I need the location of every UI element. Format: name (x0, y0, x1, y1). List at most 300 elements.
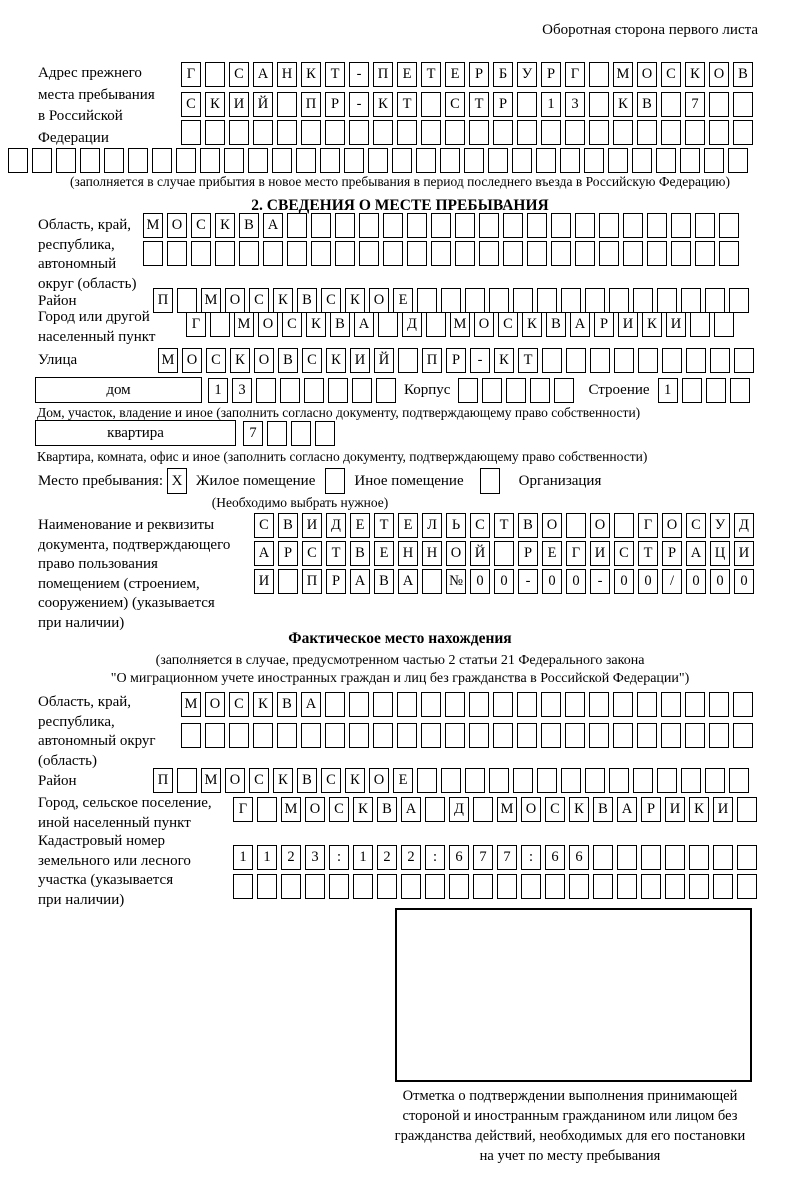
char-cell[interactable] (512, 148, 532, 173)
char-cell[interactable] (497, 874, 517, 899)
char-cell[interactable]: М (497, 797, 517, 822)
char-cell[interactable] (541, 120, 561, 145)
char-cell[interactable]: И (618, 312, 638, 337)
char-cell[interactable] (392, 148, 412, 173)
char-cell[interactable] (681, 288, 701, 313)
char-cell[interactable] (527, 241, 547, 266)
char-cell[interactable] (681, 768, 701, 793)
char-cell[interactable] (685, 692, 705, 717)
korpus-cells[interactable] (458, 378, 578, 403)
char-cell[interactable] (705, 768, 725, 793)
char-cell[interactable] (517, 120, 537, 145)
char-cell[interactable] (401, 874, 421, 899)
char-cell[interactable] (584, 148, 604, 173)
char-cell[interactable]: Т (494, 513, 514, 538)
char-cell[interactable]: С (498, 312, 518, 337)
char-cell[interactable]: Р (446, 348, 466, 373)
char-cell[interactable] (719, 241, 739, 266)
char-cell[interactable] (599, 241, 619, 266)
char-cell[interactable]: В (637, 92, 657, 117)
char-cell[interactable] (378, 312, 398, 337)
char-cell[interactable] (104, 148, 124, 173)
char-cell[interactable] (689, 845, 709, 870)
char-cell[interactable]: К (642, 312, 662, 337)
char-cell[interactable]: К (253, 692, 273, 717)
char-cell[interactable] (465, 768, 485, 793)
char-cell[interactable]: 3 (565, 92, 585, 117)
char-cell[interactable] (383, 241, 403, 266)
char-cell[interactable] (373, 692, 393, 717)
char-cell[interactable]: Л (422, 513, 442, 538)
char-cell[interactable] (489, 288, 509, 313)
char-cell[interactable] (281, 874, 301, 899)
char-cell[interactable]: Т (374, 513, 394, 538)
char-cell[interactable]: О (167, 213, 187, 238)
char-cell[interactable]: А (401, 797, 421, 822)
char-cell[interactable] (569, 874, 589, 899)
char-cell[interactable]: Г (186, 312, 206, 337)
char-cell[interactable] (633, 288, 653, 313)
char-cell[interactable] (561, 288, 581, 313)
char-cell[interactable] (315, 421, 335, 446)
char-cell[interactable] (278, 569, 298, 594)
char-cell[interactable] (585, 288, 605, 313)
char-cell[interactable] (686, 348, 706, 373)
char-cell[interactable]: Й (470, 541, 490, 566)
char-cell[interactable] (730, 378, 750, 403)
fact-raion-row[interactable] (153, 768, 753, 793)
char-cell[interactable]: Р (469, 62, 489, 87)
char-cell[interactable] (641, 874, 661, 899)
char-cell[interactable] (304, 378, 324, 403)
char-cell[interactable] (205, 120, 225, 145)
char-cell[interactable] (167, 241, 187, 266)
char-cell[interactable] (657, 768, 677, 793)
char-cell[interactable] (665, 845, 685, 870)
raion-row[interactable] (153, 288, 753, 313)
char-cell[interactable] (253, 723, 273, 748)
char-cell[interactable]: 1 (257, 845, 277, 870)
char-cell[interactable]: 2 (401, 845, 421, 870)
char-cell[interactable]: Д (734, 513, 754, 538)
char-cell[interactable]: К (301, 62, 321, 87)
char-cell[interactable] (506, 378, 526, 403)
char-cell[interactable]: Д (326, 513, 346, 538)
prev-address-row-2[interactable] (181, 92, 757, 117)
char-cell[interactable] (479, 213, 499, 238)
char-cell[interactable] (566, 513, 586, 538)
char-cell[interactable] (80, 148, 100, 173)
char-cell[interactable]: Й (374, 348, 394, 373)
char-cell[interactable] (565, 120, 585, 145)
char-cell[interactable] (713, 874, 733, 899)
char-cell[interactable] (661, 120, 681, 145)
char-cell[interactable]: А (253, 62, 273, 87)
char-cell[interactable] (690, 312, 710, 337)
char-cell[interactable] (426, 312, 446, 337)
char-cell[interactable]: Е (393, 288, 413, 313)
char-cell[interactable] (661, 692, 681, 717)
char-cell[interactable]: Е (445, 62, 465, 87)
char-cell[interactable] (729, 288, 749, 313)
char-cell[interactable]: М (143, 213, 163, 238)
char-cell[interactable] (641, 845, 661, 870)
char-cell[interactable] (623, 241, 643, 266)
char-cell[interactable]: Г (181, 62, 201, 87)
char-cell[interactable] (239, 241, 259, 266)
char-cell[interactable] (647, 241, 667, 266)
char-cell[interactable] (373, 120, 393, 145)
char-cell[interactable] (585, 768, 605, 793)
char-cell[interactable]: Г (233, 797, 253, 822)
char-cell[interactable]: 3 (232, 378, 252, 403)
char-cell[interactable] (291, 421, 311, 446)
char-cell[interactable]: Р (662, 541, 682, 566)
fact-gorod-row[interactable] (233, 797, 761, 822)
char-cell[interactable] (469, 692, 489, 717)
char-cell[interactable]: Е (374, 541, 394, 566)
char-cell[interactable] (714, 312, 734, 337)
char-cell[interactable] (398, 348, 418, 373)
checkbox-organizatsiya[interactable] (480, 468, 500, 494)
char-cell[interactable]: Т (325, 62, 345, 87)
char-cell[interactable]: Т (638, 541, 658, 566)
char-cell[interactable] (349, 723, 369, 748)
char-cell[interactable]: У (517, 62, 537, 87)
char-cell[interactable]: - (349, 92, 369, 117)
char-cell[interactable] (229, 723, 249, 748)
char-cell[interactable] (325, 120, 345, 145)
char-cell[interactable] (617, 874, 637, 899)
char-cell[interactable]: А (617, 797, 637, 822)
char-cell[interactable] (263, 241, 283, 266)
char-cell[interactable]: О (205, 692, 225, 717)
char-cell[interactable] (541, 692, 561, 717)
char-cell[interactable] (397, 692, 417, 717)
char-cell[interactable]: О (305, 797, 325, 822)
char-cell[interactable]: К (273, 288, 293, 313)
char-cell[interactable] (177, 768, 197, 793)
char-cell[interactable] (609, 768, 629, 793)
char-cell[interactable]: П (373, 62, 393, 87)
char-cell[interactable] (521, 874, 541, 899)
char-cell[interactable]: В (297, 288, 317, 313)
char-cell[interactable] (662, 348, 682, 373)
char-cell[interactable]: С (249, 768, 269, 793)
char-cell[interactable] (449, 874, 469, 899)
char-cell[interactable]: В (277, 692, 297, 717)
char-cell[interactable] (479, 241, 499, 266)
checkbox-inoe[interactable] (325, 468, 345, 494)
char-cell[interactable] (359, 213, 379, 238)
char-cell[interactable]: 0 (710, 569, 730, 594)
char-cell[interactable] (377, 874, 397, 899)
char-cell[interactable]: П (301, 92, 321, 117)
char-cell[interactable] (633, 768, 653, 793)
char-cell[interactable] (397, 120, 417, 145)
char-cell[interactable] (191, 241, 211, 266)
char-cell[interactable]: 2 (281, 845, 301, 870)
char-cell[interactable] (421, 120, 441, 145)
char-cell[interactable]: М (450, 312, 470, 337)
char-cell[interactable] (352, 378, 372, 403)
char-cell[interactable] (695, 241, 715, 266)
char-cell[interactable] (665, 874, 685, 899)
char-cell[interactable] (325, 723, 345, 748)
char-cell[interactable]: Д (402, 312, 422, 337)
char-cell[interactable] (205, 723, 225, 748)
char-cell[interactable] (422, 569, 442, 594)
char-cell[interactable] (599, 213, 619, 238)
char-cell[interactable] (455, 213, 475, 238)
char-cell[interactable] (494, 541, 514, 566)
char-cell[interactable] (272, 148, 292, 173)
char-cell[interactable]: А (254, 541, 274, 566)
char-cell[interactable] (200, 148, 220, 173)
char-cell[interactable] (737, 797, 757, 822)
char-cell[interactable]: А (263, 213, 283, 238)
oblast-row-2[interactable] (143, 241, 743, 266)
char-cell[interactable]: В (350, 541, 370, 566)
char-cell[interactable]: К (230, 348, 250, 373)
char-cell[interactable] (152, 148, 172, 173)
prev-address-row-3[interactable] (181, 120, 757, 145)
char-cell[interactable] (473, 797, 493, 822)
char-cell[interactable] (503, 241, 523, 266)
char-cell[interactable] (719, 213, 739, 238)
char-cell[interactable] (545, 874, 565, 899)
char-cell[interactable] (469, 723, 489, 748)
char-cell[interactable] (8, 148, 28, 173)
doc-row-3[interactable] (254, 569, 758, 594)
char-cell[interactable] (280, 378, 300, 403)
char-cell[interactable] (301, 120, 321, 145)
char-cell[interactable] (609, 288, 629, 313)
char-cell[interactable]: 0 (542, 569, 562, 594)
char-cell[interactable] (593, 874, 613, 899)
char-cell[interactable] (613, 692, 633, 717)
char-cell[interactable]: Ц (710, 541, 730, 566)
char-cell[interactable] (517, 723, 537, 748)
char-cell[interactable] (709, 120, 729, 145)
char-cell[interactable] (489, 768, 509, 793)
char-cell[interactable] (680, 148, 700, 173)
char-cell[interactable]: : (425, 845, 445, 870)
char-cell[interactable]: К (345, 288, 365, 313)
char-cell[interactable] (320, 148, 340, 173)
char-cell[interactable] (541, 723, 561, 748)
char-cell[interactable] (465, 288, 485, 313)
char-cell[interactable] (737, 874, 757, 899)
char-cell[interactable] (733, 692, 753, 717)
char-cell[interactable]: 6 (545, 845, 565, 870)
char-cell[interactable] (421, 692, 441, 717)
char-cell[interactable]: Р (325, 92, 345, 117)
char-cell[interactable] (542, 348, 562, 373)
char-cell[interactable] (359, 241, 379, 266)
char-cell[interactable] (56, 148, 76, 173)
char-cell[interactable]: О (258, 312, 278, 337)
char-cell[interactable] (397, 723, 417, 748)
char-cell[interactable]: С (229, 62, 249, 87)
char-cell[interactable]: К (569, 797, 589, 822)
char-cell[interactable] (561, 768, 581, 793)
char-cell[interactable]: К (273, 768, 293, 793)
char-cell[interactable] (368, 148, 388, 173)
char-cell[interactable] (671, 213, 691, 238)
char-cell[interactable] (416, 148, 436, 173)
char-cell[interactable]: М (181, 692, 201, 717)
char-cell[interactable] (608, 148, 628, 173)
char-cell[interactable] (493, 723, 513, 748)
char-cell[interactable]: 1 (233, 845, 253, 870)
char-cell[interactable] (632, 148, 652, 173)
char-cell[interactable]: К (373, 92, 393, 117)
char-cell[interactable] (682, 378, 702, 403)
char-cell[interactable]: А (301, 692, 321, 717)
char-cell[interactable] (311, 213, 331, 238)
char-cell[interactable] (257, 874, 277, 899)
char-cell[interactable]: О (662, 513, 682, 538)
char-cell[interactable]: К (522, 312, 542, 337)
prev-address-row-4[interactable] (8, 148, 752, 173)
char-cell[interactable] (589, 62, 609, 87)
char-cell[interactable]: К (494, 348, 514, 373)
char-cell[interactable]: П (153, 288, 173, 313)
char-cell[interactable]: И (254, 569, 274, 594)
char-cell[interactable]: И (350, 348, 370, 373)
char-cell[interactable]: В (297, 768, 317, 793)
char-cell[interactable] (253, 120, 273, 145)
char-cell[interactable]: Р (541, 62, 561, 87)
char-cell[interactable]: Н (398, 541, 418, 566)
char-cell[interactable]: М (201, 768, 221, 793)
char-cell[interactable]: К (353, 797, 373, 822)
char-cell[interactable]: О (590, 513, 610, 538)
char-cell[interactable]: И (713, 797, 733, 822)
char-cell[interactable] (277, 723, 297, 748)
char-cell[interactable] (181, 723, 201, 748)
char-cell[interactable]: 0 (566, 569, 586, 594)
char-cell[interactable]: Т (326, 541, 346, 566)
char-cell[interactable]: С (661, 62, 681, 87)
char-cell[interactable] (551, 241, 571, 266)
char-cell[interactable]: И (666, 312, 686, 337)
char-cell[interactable]: 7 (473, 845, 493, 870)
char-cell[interactable] (441, 288, 461, 313)
char-cell[interactable]: Ь (446, 513, 466, 538)
char-cell[interactable]: Д (449, 797, 469, 822)
char-cell[interactable] (441, 768, 461, 793)
char-cell[interactable]: С (302, 348, 322, 373)
char-cell[interactable]: М (281, 797, 301, 822)
char-cell[interactable] (517, 692, 537, 717)
char-cell[interactable]: К (306, 312, 326, 337)
char-cell[interactable] (554, 378, 574, 403)
char-cell[interactable]: Б (493, 62, 513, 87)
char-cell[interactable] (613, 723, 633, 748)
char-cell[interactable]: 1 (658, 378, 678, 403)
char-cell[interactable]: В (278, 348, 298, 373)
char-cell[interactable]: - (590, 569, 610, 594)
char-cell[interactable]: И (302, 513, 322, 538)
checkbox-zhiloe[interactable]: X (167, 468, 187, 494)
char-cell[interactable]: О (474, 312, 494, 337)
char-cell[interactable] (229, 120, 249, 145)
char-cell[interactable] (335, 241, 355, 266)
char-cell[interactable] (685, 723, 705, 748)
char-cell[interactable]: Е (350, 513, 370, 538)
char-cell[interactable] (709, 723, 729, 748)
char-cell[interactable]: О (254, 348, 274, 373)
char-cell[interactable]: Т (518, 348, 538, 373)
char-cell[interactable] (328, 378, 348, 403)
char-cell[interactable] (710, 348, 730, 373)
kvartira-cells[interactable] (243, 421, 339, 446)
char-cell[interactable] (733, 120, 753, 145)
char-cell[interactable]: Е (397, 62, 417, 87)
char-cell[interactable]: 2 (377, 845, 397, 870)
char-cell[interactable] (205, 62, 225, 87)
char-cell[interactable]: П (422, 348, 442, 373)
char-cell[interactable] (455, 241, 475, 266)
char-cell[interactable]: В (733, 62, 753, 87)
char-cell[interactable] (661, 92, 681, 117)
char-cell[interactable]: А (398, 569, 418, 594)
char-cell[interactable] (224, 148, 244, 173)
char-cell[interactable] (248, 148, 268, 173)
char-cell[interactable] (705, 288, 725, 313)
char-cell[interactable]: В (374, 569, 394, 594)
char-cell[interactable] (296, 148, 316, 173)
char-cell[interactable]: Т (469, 92, 489, 117)
char-cell[interactable] (425, 874, 445, 899)
char-cell[interactable] (421, 92, 441, 117)
char-cell[interactable] (565, 692, 585, 717)
char-cell[interactable]: К (215, 213, 235, 238)
char-cell[interactable] (256, 378, 276, 403)
char-cell[interactable]: В (593, 797, 613, 822)
char-cell[interactable] (614, 513, 634, 538)
char-cell[interactable] (440, 148, 460, 173)
char-cell[interactable] (560, 148, 580, 173)
char-cell[interactable]: Р (326, 569, 346, 594)
char-cell[interactable] (493, 120, 513, 145)
char-cell[interactable]: 1 (541, 92, 561, 117)
char-cell[interactable] (311, 241, 331, 266)
char-cell[interactable] (215, 241, 235, 266)
char-cell[interactable]: Н (277, 62, 297, 87)
char-cell[interactable]: С (321, 288, 341, 313)
char-cell[interactable]: А (686, 541, 706, 566)
char-cell[interactable]: 1 (208, 378, 228, 403)
char-cell[interactable]: С (181, 92, 201, 117)
char-cell[interactable]: Г (566, 541, 586, 566)
char-cell[interactable] (613, 120, 633, 145)
char-cell[interactable] (277, 92, 297, 117)
char-cell[interactable]: В (518, 513, 538, 538)
char-cell[interactable]: О (446, 541, 466, 566)
char-cell[interactable] (657, 288, 677, 313)
char-cell[interactable]: Н (422, 541, 442, 566)
char-cell[interactable] (623, 213, 643, 238)
char-cell[interactable] (376, 378, 396, 403)
char-cell[interactable] (617, 845, 637, 870)
char-cell[interactable]: С (249, 288, 269, 313)
char-cell[interactable] (513, 768, 533, 793)
char-cell[interactable] (527, 213, 547, 238)
char-cell[interactable] (349, 120, 369, 145)
